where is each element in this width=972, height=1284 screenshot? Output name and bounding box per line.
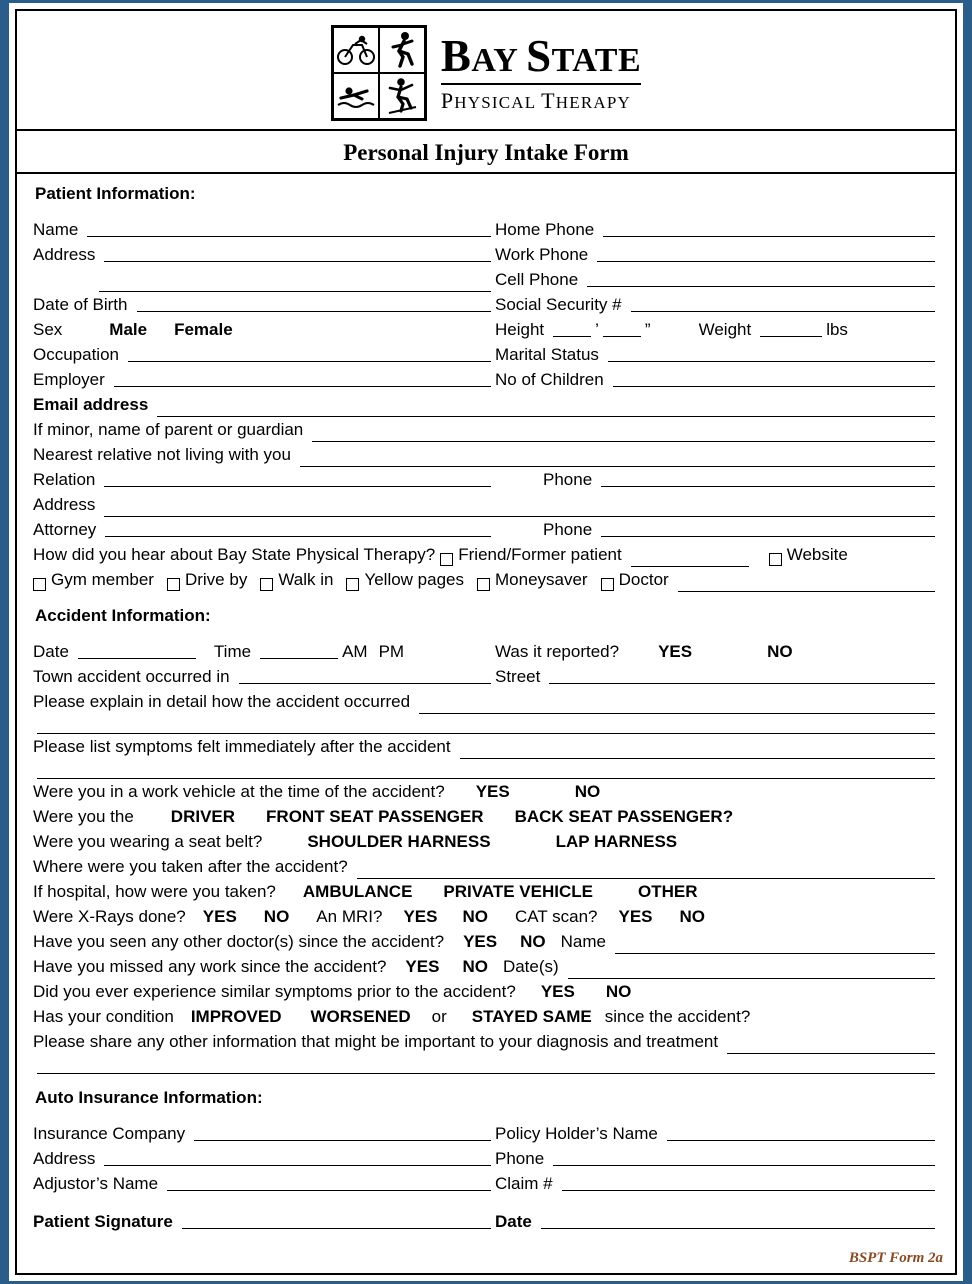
height-inches-mark: ” — [644, 320, 651, 339]
option-shoulder-harness[interactable]: SHOULDER HARNESS — [307, 832, 491, 851]
field-patient-signature[interactable] — [182, 1210, 491, 1229]
checkbox-website[interactable] — [769, 553, 782, 566]
field-other-info-1[interactable] — [727, 1035, 935, 1054]
row-other-doctor — [33, 930, 939, 954]
field-attorney[interactable] — [105, 518, 491, 537]
row-occupation-marital — [33, 343, 939, 367]
field-attorney-phone[interactable] — [601, 518, 935, 537]
label-website: Website — [786, 545, 848, 564]
form-sheet — [15, 9, 957, 1275]
field-other-doctor-name[interactable] — [615, 935, 935, 954]
label-minor-guardian: If minor, name of parent or guardian — [33, 420, 304, 439]
logo-mark — [331, 25, 427, 121]
row-accident-date-time — [33, 640, 939, 664]
field-relative-address[interactable] — [104, 498, 935, 517]
field-occupation[interactable] — [128, 343, 491, 362]
option-lap-harness[interactable]: LAP HARNESS — [555, 832, 678, 851]
option-cat-no[interactable]: NO — [679, 907, 706, 926]
option-work-vehicle-yes[interactable]: YES — [475, 782, 510, 801]
label-were-you-the: Were you the — [33, 807, 134, 826]
checkbox-moneysaver[interactable] — [477, 578, 490, 591]
row-signature — [33, 1210, 939, 1234]
label-sex: Sex — [33, 320, 63, 339]
label-taken-where: Where were you taken after the accident? — [33, 857, 348, 876]
field-signature-date[interactable] — [541, 1210, 935, 1229]
label-name: Name — [33, 220, 79, 239]
label-work-phone: Work Phone — [495, 245, 589, 264]
row-symptoms-cont — [33, 760, 939, 779]
label-explain-accident: Please explain in detail how the accident occurred — [33, 692, 411, 711]
label-no-of-children: No of Children — [495, 370, 604, 389]
label-insurance-phone: Phone — [495, 1149, 545, 1168]
option-other-doctor-no[interactable]: NO — [520, 932, 546, 951]
label-nearest-relative: Nearest relative not living with you — [33, 445, 291, 464]
brand-wordmark — [440, 31, 642, 113]
label-moneysaver: Moneysaver — [495, 570, 588, 589]
label-policy-holder: Policy Holder’s Name — [495, 1124, 658, 1143]
option-missed-work-no[interactable]: NO — [462, 957, 488, 976]
section-title-accident: Accident Information: — [35, 606, 211, 625]
label-drive-by: Drive by — [184, 570, 248, 589]
label-condition: Has your condition — [33, 1007, 174, 1026]
field-ssn[interactable] — [631, 293, 935, 312]
label-email-address: Email address — [33, 395, 149, 414]
label-cat-scan: CAT scan? — [514, 907, 598, 926]
section-title-patient: Patient Information: — [35, 184, 196, 203]
option-worsened[interactable]: WORSENED — [310, 1007, 411, 1026]
option-mri-yes[interactable]: YES — [403, 907, 438, 926]
label-walk-in: Walk in — [278, 570, 334, 589]
swimmer-icon — [333, 73, 379, 119]
label-gym-member: Gym member — [51, 570, 154, 589]
label-doctor: Doctor — [618, 570, 669, 589]
row-email — [33, 393, 939, 417]
label-cell-phone: Cell Phone — [495, 270, 579, 289]
option-back-seat-passenger[interactable]: BACK SEAT PASSENGER? — [514, 807, 734, 826]
field-accident-date[interactable] — [78, 640, 196, 659]
field-address-2[interactable] — [99, 273, 491, 292]
row-work-vehicle — [33, 780, 939, 804]
field-insurance-phone[interactable] — [553, 1147, 935, 1166]
field-name[interactable] — [87, 218, 491, 237]
option-xrays-yes[interactable]: YES — [202, 907, 237, 926]
row-seat-belt — [33, 830, 939, 854]
row-dob-ssn — [33, 293, 939, 317]
label-accident-time: Time — [213, 642, 252, 661]
row-town-street — [33, 665, 939, 689]
label-address: Address — [33, 245, 96, 264]
field-relation-phone[interactable] — [601, 468, 935, 487]
label-symptoms: Please list symptoms felt immediately after the accident — [33, 737, 451, 756]
row-other-info-cont — [33, 1055, 939, 1074]
label-seat-belt: Were you wearing a seat belt? — [33, 832, 263, 851]
row-adjustor-claim — [33, 1172, 939, 1196]
field-home-phone[interactable] — [603, 218, 935, 237]
option-mri-no[interactable]: NO — [462, 907, 488, 926]
form-code: BSPT Form 2a — [848, 1250, 943, 1266]
row-explain-accident — [33, 690, 939, 714]
label-weight: Weight — [698, 320, 752, 339]
field-taken-where[interactable] — [357, 860, 935, 879]
label-occupation: Occupation — [33, 345, 119, 364]
label-employer: Employer — [33, 370, 105, 389]
field-street[interactable] — [549, 665, 935, 684]
row-name-homephone — [33, 218, 939, 242]
label-height: Height — [495, 320, 545, 339]
row-attorney-phone — [33, 518, 939, 542]
label-relation: Relation — [33, 470, 96, 489]
row-other-info — [33, 1030, 939, 1054]
field-friend-former-patient[interactable] — [631, 548, 749, 567]
field-symptoms-1[interactable] — [460, 740, 935, 759]
field-policy-holder[interactable] — [667, 1122, 935, 1141]
label-dob: Date of Birth — [33, 295, 128, 314]
label-ssn: Social Security # — [495, 295, 622, 314]
row-nearest-relative — [33, 443, 939, 467]
field-work-phone[interactable] — [597, 243, 935, 262]
row-employer-children — [33, 368, 939, 392]
skier-icon — [379, 73, 425, 119]
option-reported-yes[interactable]: YES — [658, 642, 693, 661]
field-town[interactable] — [239, 665, 491, 684]
label-insurance-address: Address — [33, 1149, 96, 1168]
label-mri: An MRI? — [316, 907, 383, 926]
label-other-doctor: Have you seen any other doctor(s) since the accident? — [33, 932, 445, 951]
row-imaging — [33, 905, 939, 929]
row-relative-address — [33, 493, 939, 517]
label-insurance-company: Insurance Company — [33, 1124, 186, 1143]
field-other-info-2[interactable] — [37, 1055, 935, 1074]
field-dob[interactable] — [137, 293, 492, 312]
field-marital-status[interactable] — [608, 343, 935, 362]
label-yellow-pages: Yellow pages — [364, 570, 464, 589]
field-claim-number[interactable] — [562, 1172, 935, 1191]
option-prior-symptoms-yes[interactable]: YES — [540, 982, 575, 1001]
row-address-workphone — [33, 243, 939, 267]
option-work-vehicle-no[interactable]: NO — [574, 782, 601, 801]
field-relation[interactable] — [104, 468, 491, 487]
row-insurance-company — [33, 1122, 939, 1146]
label-attorney-phone: Phone — [543, 520, 593, 539]
option-driver[interactable]: DRIVER — [170, 807, 236, 826]
field-no-of-children[interactable] — [613, 368, 935, 387]
label-accident-date: Date — [33, 642, 69, 661]
checkbox-friend-former-patient[interactable] — [440, 553, 453, 566]
label-prior-symptoms: Did you ever experience similar symptoms prior to the accident? — [33, 982, 516, 1001]
label-other-doctor-name: Name — [560, 932, 606, 951]
checkbox-yellow-pages[interactable] — [346, 578, 359, 591]
label-home-phone: Home Phone — [495, 220, 595, 239]
option-other-transport[interactable]: OTHER — [637, 882, 698, 901]
row-missed-work — [33, 955, 939, 979]
section-title-insurance: Auto Insurance Information: — [35, 1088, 263, 1107]
label-relative-address: Address — [33, 495, 96, 514]
label-since-accident: since the accident? — [604, 1007, 751, 1026]
option-xrays-no[interactable]: NO — [263, 907, 290, 926]
cyclist-icon — [333, 27, 379, 73]
label-weight-unit: lbs — [826, 320, 848, 339]
label-was-it-reported: Was it reported? — [495, 642, 620, 661]
checkbox-doctor[interactable] — [601, 578, 614, 591]
row-sex-height-weight — [33, 318, 939, 342]
page-title: Personal Injury Intake Form — [343, 140, 629, 165]
field-cell-phone[interactable] — [587, 268, 935, 287]
label-friend-former-patient: Friend/Former patient — [458, 545, 622, 564]
option-cat-yes[interactable]: YES — [618, 907, 653, 926]
label-signature-date: Date — [495, 1212, 532, 1231]
label-xrays: Were X-Rays done? — [33, 907, 186, 926]
field-email-address[interactable] — [157, 398, 935, 417]
field-symptoms-2[interactable] — [37, 760, 935, 779]
option-reported-no[interactable]: NO — [767, 642, 793, 661]
row-condition-change — [33, 1005, 939, 1029]
option-pm[interactable]: PM — [378, 642, 405, 661]
option-front-seat-passenger[interactable]: FRONT SEAT PASSENGER — [266, 807, 484, 826]
option-other-doctor-yes[interactable]: YES — [463, 932, 498, 951]
checkbox-drive-by[interactable] — [167, 578, 180, 591]
brand-name-bottom: PHYSICAL THERAPY — [440, 88, 632, 113]
field-adjustor-name[interactable] — [167, 1172, 491, 1191]
height-feet-mark: ’ — [595, 320, 599, 339]
checkbox-gym-member[interactable] — [33, 578, 46, 591]
title-divider — [17, 172, 955, 174]
row-explain-accident-cont — [33, 715, 939, 734]
field-doctor-name[interactable] — [678, 573, 935, 592]
label-missed-work-dates: Date(s) — [502, 957, 559, 976]
option-am[interactable]: AM — [342, 642, 368, 661]
option-male[interactable]: Male — [109, 320, 148, 339]
option-prior-symptoms-no[interactable]: NO — [605, 982, 632, 1001]
row-referral-2 — [33, 568, 939, 592]
field-height-inches[interactable] — [603, 318, 641, 337]
row-taken-where — [33, 855, 939, 879]
row-symptoms — [33, 735, 939, 759]
option-private-vehicle[interactable]: PRIVATE VEHICLE — [443, 882, 593, 901]
field-explain-accident-2[interactable] — [37, 715, 935, 734]
label-work-vehicle: Were you in a work vehicle at the time of the accident? — [33, 782, 445, 801]
field-address-1[interactable] — [104, 243, 491, 262]
label-attorney: Attorney — [33, 520, 97, 539]
label-street: Street — [495, 667, 541, 686]
brand-divider — [441, 83, 641, 85]
field-height-feet[interactable] — [553, 318, 591, 337]
field-minor-guardian[interactable] — [312, 423, 935, 442]
brand-name-top: BAY STATE — [440, 31, 642, 81]
label-referral-question: How did you hear about Bay State Physical Therapy? — [33, 545, 436, 564]
row-hospital-transport — [33, 880, 939, 904]
checkbox-walk-in[interactable] — [260, 578, 273, 591]
letterhead — [33, 11, 939, 127]
label-town: Town accident occurred in — [33, 667, 230, 686]
label-patient-signature: Patient Signature — [33, 1212, 173, 1231]
label-relation-phone: Phone — [543, 470, 593, 489]
label-missed-work: Have you missed any work since the accident? — [33, 957, 387, 976]
row-referral-1 — [33, 543, 939, 567]
row-seat-position — [33, 805, 939, 829]
row-address2-cellphone — [33, 268, 939, 292]
label-or: or — [431, 1007, 447, 1026]
label-hospital-how: If hospital, how were you taken? — [33, 882, 276, 901]
field-accident-time[interactable] — [260, 640, 338, 659]
label-marital-status: Marital Status — [495, 345, 599, 364]
field-missed-work-dates[interactable] — [568, 960, 935, 979]
field-insurance-address[interactable] — [104, 1147, 491, 1166]
label-claim-number: Claim # — [495, 1174, 553, 1193]
field-insurance-company[interactable] — [194, 1122, 491, 1141]
runner-icon — [379, 27, 425, 73]
field-weight[interactable] — [760, 318, 822, 337]
field-employer[interactable] — [114, 368, 491, 387]
option-improved[interactable]: IMPROVED — [190, 1007, 282, 1026]
option-missed-work-yes[interactable]: YES — [405, 957, 440, 976]
row-guardian — [33, 418, 939, 442]
row-insurance-address — [33, 1147, 939, 1171]
label-adjustor-name: Adjustor’s Name — [33, 1174, 159, 1193]
option-ambulance[interactable]: AMBULANCE — [302, 882, 413, 901]
field-explain-accident-1[interactable] — [419, 695, 935, 714]
option-female[interactable]: Female — [174, 320, 233, 339]
row-prior-symptoms — [33, 980, 939, 1004]
row-relation-phone — [33, 468, 939, 492]
field-nearest-relative[interactable] — [300, 448, 935, 467]
label-other-info: Please share any other information that might be important to your diagnosis and treatment — [33, 1032, 719, 1051]
option-stayed-same[interactable]: STAYED SAME — [471, 1007, 592, 1026]
